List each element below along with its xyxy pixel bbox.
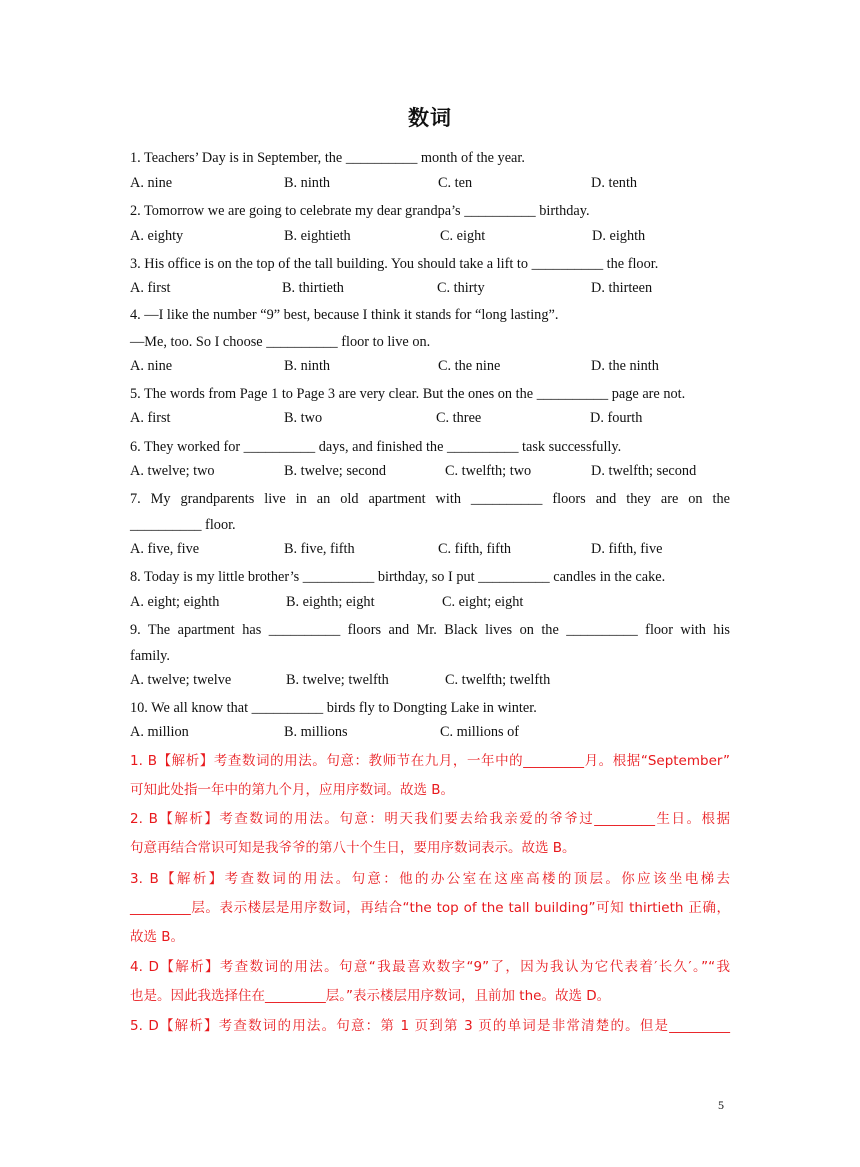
q7-option-b: B. five, fifth [284,541,355,557]
q1-option-a: A. nine [130,175,173,191]
page-title: 数词 [408,106,452,130]
question-5: 5. The words from Page 1 to Page 3 are very clear. But the ones on the __________ page are not. [130,386,686,402]
q5-option-c: C. three [436,410,482,426]
explanation-2-line-1: 2. B【解析】考查数词的用法。句意：明天我们要去给我亲爱的爷爷过_________生日。根据 [130,811,730,827]
q8-option-b: B. eighth; eight [286,594,375,610]
q9-option-b: B. twelve; twelfth [286,672,389,688]
q6-option-a: A. twelve; two [130,463,215,479]
explanation-2-line-2: 句意再结合常识可知是我爷爷的第八十个生日，要用序数词表示。故选 B。 [130,840,576,856]
question-3: 3. His office is on the top of the tall building. You should take a lift to __________ the floor. [130,256,659,272]
explanation-5-line-1: 5. D【解析】考查数词的用法。句意：第 1 页到第 3 页的单词是非常清楚的。但是_________ [130,1018,730,1034]
question-9: 9. The apartment has __________ floors and Mr. Black lives on the __________ floor with his [130,622,730,638]
q3-option-b: B. thirtieth [282,280,344,296]
explanation-3-line-2: _________层。表示楼层是用序数词，再结合“the top of the tall building”可知 thirtieth 正确， [130,900,730,916]
q4-option-d: D. the ninth [591,358,659,374]
explanation-4-line-2: 也是。因此我选择住在_________层。”表示楼层用序数词，且前加 the。故选 D。 [130,988,611,1004]
question-8: 8. Today is my little brother’s __________ birthday, so I put __________ candles in the cake. [130,569,666,585]
q8-option-a: A. eight; eighth [130,594,220,610]
q10-option-c: C. millions of [440,724,520,740]
q7-option-a: A. five, five [130,541,200,557]
q3-option-c: C. thirty [437,280,485,296]
q4-option-a: A. nine [130,358,173,374]
q4-option-c: C. the nine [438,358,501,374]
q8-option-c: C. eight; eight [442,594,524,610]
q1-option-b: B. ninth [284,175,331,191]
q5-option-b: B. two [284,410,323,426]
question-10: 10. We all know that __________ birds fly to Dongting Lake in winter. [130,700,537,716]
q7-option-c: C. fifth, fifth [438,541,512,557]
explanation-1-line-1: 1. B【解析】考查数词的用法。句意：教师节在九月，一年中的_________月。根据“September” [130,753,730,769]
q5-option-a: A. first [130,410,171,426]
question-7: 7. My grandparents live in an old apartment with __________ floors and they are on the [130,491,730,507]
page-number: 5 [718,1098,724,1112]
q9-option-a: A. twelve; twelve [130,672,232,688]
q10-option-b: B. millions [284,724,348,740]
q10-option-a: A. million [130,724,189,740]
explanation-3-line-3: 故选 B。 [130,929,185,945]
question-7-cont: __________ floor. [130,517,236,533]
q2-option-d: D. eighth [592,228,646,244]
q7-option-d: D. fifth, five [591,541,663,557]
question-6: 6. They worked for __________ days, and finished the __________ task successfully. [130,439,622,455]
q3-option-d: D. thirteen [591,280,653,296]
q9-option-c: C. twelfth; twelfth [445,672,551,688]
q5-option-d: D. fourth [590,410,643,426]
explanation-1-line-2: 可知此处指一年中的第九个月，应用序数词。故选 B。 [130,782,455,798]
question-2: 2. Tomorrow we are going to celebrate my dear grandpa’s __________ birthday. [130,203,590,219]
q4-option-b: B. ninth [284,358,331,374]
q1-option-d: D. tenth [591,175,638,191]
q3-option-a: A. first [130,280,171,296]
question-4-reply: —Me, too. So I choose __________ floor to live on. [130,334,431,350]
q2-option-a: A. eighty [130,228,184,244]
question-4: 4. —I like the number “9” best, because I think it stands for “long lasting”. [130,307,559,323]
q1-option-c: C. ten [438,175,473,191]
explanation-4-line-1: 4. D【解析】考查数词的用法。句意“我最喜欢数字“9”了，因为我认为它代表着′长久′。”“我 [130,959,730,975]
q2-option-b: B. eightieth [284,228,351,244]
question-9-cont: family. [130,648,170,664]
q6-option-b: B. twelve; second [284,463,387,479]
q6-option-d: D. twelfth; second [591,463,697,479]
explanation-3-line-1: 3. B【解析】考查数词的用法。句意：他的办公室在这座高楼的顶层。你应该坐电梯去 [130,871,730,887]
q2-option-c: C. eight [440,228,486,244]
q6-option-c: C. twelfth; two [445,463,532,479]
question-1: 1. Teachers’ Day is in September, the __________ month of the year. [130,150,525,166]
